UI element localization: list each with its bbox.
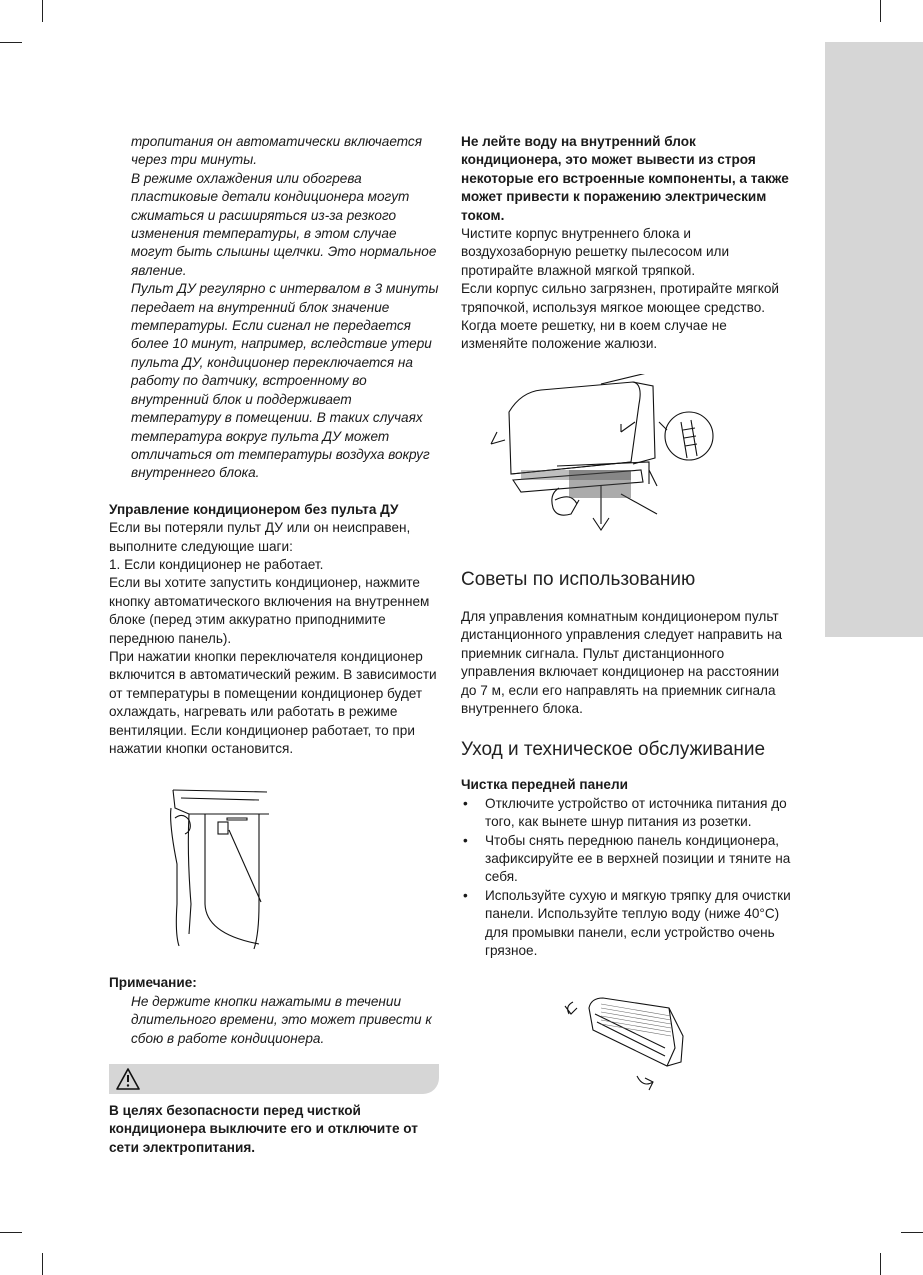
crop-mark — [42, 0, 43, 22]
indoor-unit-illustration — [461, 986, 796, 1106]
crop-mark — [0, 1232, 22, 1233]
cleaning-paragraph: Если корпус сильно загрязнен, протирайте мягкой тряпочкой, используя мягкое моющее средство. Когда моете решетку, ни в коем случае не изменяйте положение жалюзи. — [461, 281, 779, 352]
safety-warning: В целях безопасности перед чисткой кондиционера выключите его и отключите от сети электропитания. — [109, 1103, 418, 1155]
intro-paragraph: В режиме охлаждения или обогрева пластиковые детали кондиционера могут сжиматься и расширяться из-за резкого изменения температуры, в этом случае могут быть слышны щелчки. Это нормальное явление. — [131, 170, 437, 278]
no-remote-paragraph: Если вы потеряли пульт ДУ или он неисправен, выполните следующие шаги: — [109, 520, 411, 554]
crop-mark — [0, 42, 22, 43]
no-remote-paragraph: Если вы хотите запустить кондиционер, нажмите кнопку автоматического включения на внутреннем блоке (перед этим аккуратно приподнимите переднюю панель). — [109, 575, 430, 646]
no-remote-heading: Управление кондиционером без пульта ДУ — [109, 501, 399, 517]
warning-bar — [109, 1064, 439, 1094]
front-panel-heading: Чистка передней панели — [461, 777, 628, 793]
no-remote-paragraph: 1. Если кондиционер не работает. — [109, 556, 324, 572]
cleaning-paragraph: Чистите корпус внутреннего блока и воздухозаборную решетку пылесосом или протирайте влажной мягкой тряпкой. — [461, 226, 730, 278]
note-heading: Примечание: — [109, 975, 197, 991]
right-column — [461, 133, 796, 1106]
note-text: Не держите кнопки нажатыми в течении длительного времени, это может привести к сбою в работе кондиционера. — [131, 993, 432, 1046]
list-item: • Используйте сухую и мягкую тряпку для очистки панели. Используйте теплую воду (ниже 40°С) для промывки панели, если устройство очень грязное. — [461, 887, 796, 961]
no-remote-paragraph: При нажатии кнопки переключателя кондиционер включится в автоматический режим. В зависимости от температуры в помещении кондиционер будет охлаждать, нагревать или работать в режиме вентиляции. Если кондиционер работает, то при нажатии кнопки остановится. — [109, 648, 437, 756]
water-warning: Не лейте воду на внутренний блок кондиционера, это может вывести из строя некоторые его встроенные компоненты, а также может привести к поражению электрическим током. — [461, 134, 789, 223]
auto-button-illustration — [109, 784, 439, 964]
side-tab — [825, 42, 923, 637]
tips-title: Советы по использованию — [461, 568, 696, 590]
left-column — [109, 133, 439, 1157]
intro-paragraph: Пульт ДУ регулярно с интервалом в 3 минуты передает на внутренний блок значение температуры. Если сигнал не передается более 10 минут, например, вследствие утери пульта ДУ, кондиционер переключается на работу по датчику, встроенному во внутренний блок и поддерживает температуру в помещении. В таких случаях температура вокруг пульта ДУ может отличаться от температуры воздуха вокруг внутреннего блока. — [131, 281, 439, 481]
crop-mark — [880, 1253, 881, 1275]
crop-mark — [42, 1253, 43, 1275]
crop-mark — [880, 0, 881, 22]
maintenance-title: Уход и техническое обслуживание — [461, 739, 766, 761]
list-item: • Чтобы снять переднюю панель кондиционера, зафиксируйте ее в верхней позиции и тяните на себя. — [461, 832, 796, 887]
intro-paragraph: тропитания он автоматически включается через три минуты. — [131, 134, 422, 168]
front-panel-list — [461, 795, 796, 961]
list-item: • Отключите устройство от источника питания до того, как вынете шнур питания из розетки. — [461, 795, 796, 832]
warning-triangle-icon — [115, 1067, 141, 1091]
tips-text: Для управления комнатным кондиционером пульт дистанционного управления следует направить на приемник сигнала. Пульт дистанционного управления включает кондиционер на расстоянии до 7 м, если его направлять на приемник сигнала внутреннего блока. — [461, 608, 783, 716]
crop-mark — [901, 1232, 923, 1233]
filter-cleaning-illustration — [461, 374, 796, 544]
